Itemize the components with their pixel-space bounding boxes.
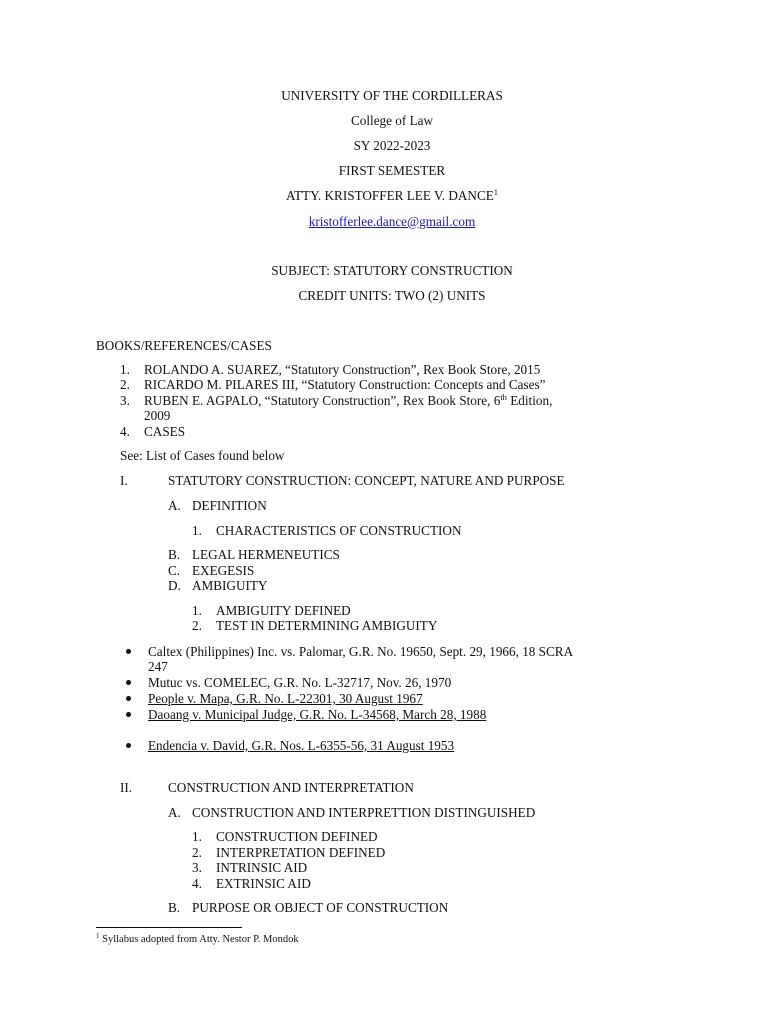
subject-line: SUBJECT: STATUTORY CONSTRUCTION (271, 263, 513, 278)
footnote-ref[interactable]: 1 (493, 187, 499, 197)
outline-letter: B. (168, 547, 181, 562)
bullet-icon (126, 649, 131, 654)
outline-number: 3. (192, 860, 202, 875)
bullet-icon (126, 696, 131, 701)
semester: FIRST SEMESTER (338, 163, 446, 178)
school-year: SY 2022-2023 (353, 138, 431, 153)
outline-number: 2. (192, 845, 202, 860)
outline-letter: D. (168, 578, 181, 593)
outline-letter: B. (168, 900, 181, 915)
case-link[interactable]: People v. Mapa, G.R. No. L-22301, 30 August 1967 (148, 691, 423, 706)
outline-item: CHARACTERISTICS OF CONSTRUCTION (216, 523, 462, 538)
outline-item: LEGAL HERMENEUTICS (192, 547, 340, 562)
references-heading: BOOKS/REFERENCES/CASES (96, 338, 272, 353)
reference-number: 2. (120, 377, 130, 392)
email-link[interactable]: kristofferlee.dance@gmail.com (308, 214, 476, 229)
outline-item: TEST IN DETERMINING AMBIGUITY (216, 618, 438, 633)
instructor-line (0, 188, 768, 204)
case-item-continued: 247 (148, 659, 168, 674)
case-link[interactable]: Endencia v. David, G.R. Nos. L-6355-56, 31 August 1953 (148, 738, 455, 753)
reference-item: CASES (144, 424, 186, 439)
footnote-number: 1 (96, 932, 100, 940)
reference-item: RICARDO M. PILARES III, “Statutory Construction: Concepts and Cases” (144, 377, 546, 392)
reference-item: ROLANDO A. SUAREZ, “Statutory Construction”, Rex Book Store, 2015 (144, 362, 541, 377)
outline-item: CONSTRUCTION AND INTERPRETTION DISTINGUISHED (192, 805, 536, 820)
instructor-name: ATTY. KRISTOFFER LEE V. DANCE (285, 188, 494, 203)
outline-item: EXEGESIS (192, 563, 255, 578)
university-name: UNIVERSITY OF THE CORDILLERAS (281, 88, 503, 103)
section-number: II. (120, 780, 133, 795)
bullet-icon (126, 680, 131, 685)
see-note: See: List of Cases found below (120, 448, 285, 463)
outline-number: 2. (192, 618, 202, 633)
reference-number: 4. (120, 424, 130, 439)
bullet-icon (126, 712, 131, 717)
outline-item: PURPOSE OR OBJECT OF CONSTRUCTION (192, 900, 449, 915)
outline-number: 1. (192, 523, 202, 538)
bullet-icon (126, 743, 131, 748)
case-item: Mutuc vs. COMELEC, G.R. No. L-32717, Nov. 26, 1970 (148, 675, 452, 690)
case-link[interactable]: Daoang v. Municipal Judge, G.R. No. L-34568, March 28, 1988 (148, 707, 487, 722)
instructor-email (0, 214, 768, 230)
outline-item: AMBIGUITY (192, 578, 268, 593)
outline-number: 1. (192, 829, 202, 844)
reference-number: 3. (120, 393, 130, 408)
footnote-text: Syllabus adopted from Atty. Nestor P. Mondok (102, 934, 299, 945)
credit-units-line: CREDIT UNITS: TWO (2) UNITS (298, 288, 486, 303)
reference-item: RUBEN E. AGPALO, “Statutory Construction”, Rex Book Store, 6th Edition, (144, 392, 553, 408)
outline-number: 4. (192, 876, 202, 891)
college-name: College of Law (350, 113, 434, 128)
outline-item: EXTRINSIC AID (216, 876, 311, 891)
section-title: CONSTRUCTION AND INTERPRETATION (168, 780, 414, 795)
section-title: STATUTORY CONSTRUCTION: CONCEPT, NATURE AND PURPOSE (168, 473, 565, 488)
outline-item: INTRINSIC AID (216, 860, 308, 875)
outline-item: CONSTRUCTION DEFINED (216, 829, 378, 844)
outline-letter: A. (168, 805, 181, 820)
outline-letter: A. (168, 498, 181, 513)
footnote (96, 932, 299, 948)
footnote-divider (96, 927, 242, 928)
reference-number: 1. (120, 362, 130, 377)
outline-item: DEFINITION (192, 498, 267, 513)
case-item: Caltex (Philippines) Inc. vs. Palomar, G.R. No. 19650, Sept. 29, 1966, 18 SCRA (148, 644, 574, 659)
outline-item: AMBIGUITY DEFINED (216, 603, 351, 618)
outline-number: 1. (192, 603, 202, 618)
reference-item-continued: 2009 (144, 408, 171, 423)
outline-item: INTERPRETATION DEFINED (216, 845, 386, 860)
outline-letter: C. (168, 563, 181, 578)
section-number: I. (120, 473, 128, 488)
